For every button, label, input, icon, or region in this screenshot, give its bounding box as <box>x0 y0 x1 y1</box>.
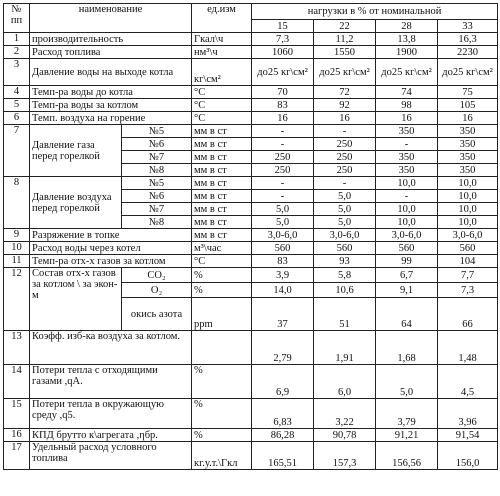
row-value: 9,1 <box>376 283 438 298</box>
row-value: 64 <box>376 298 438 331</box>
row-value: 3,79 <box>376 399 438 429</box>
row-number: 13 <box>4 331 30 365</box>
row-value: 10,0 <box>376 203 438 216</box>
row-value: - <box>314 125 376 138</box>
burner-label: №5 <box>122 125 192 138</box>
row-unit: мм в ст <box>192 229 252 242</box>
row-value: 165,51 <box>252 442 314 470</box>
row-value: 10,6 <box>314 283 376 298</box>
row-unit <box>192 331 252 365</box>
row-name: производительность <box>30 33 192 46</box>
row-value: 3,0-6,0 <box>314 229 376 242</box>
row-name: Потери тепла с отходящими газами ,qA. <box>30 365 192 399</box>
row-value: 91,54 <box>438 429 498 442</box>
row-value: 350 <box>376 125 438 138</box>
row-value: 6,7 <box>376 268 438 283</box>
table-row <box>4 46 498 59</box>
row-value: 2230 <box>438 46 498 59</box>
row-number: 7 <box>4 125 30 177</box>
row-value: 6,0 <box>314 365 376 399</box>
row-number: 2 <box>4 46 30 59</box>
row-value: 157,3 <box>314 442 376 470</box>
row-unit: % <box>192 283 252 298</box>
row-value: 1060 <box>252 46 314 59</box>
row-value: 66 <box>438 298 498 331</box>
row-value: до25 кг\см² <box>252 59 314 86</box>
row-name: Темп. воздуха на горение <box>30 112 192 125</box>
row-number: 1 <box>4 33 30 46</box>
table-row <box>4 399 498 429</box>
row-value: 16 <box>438 112 498 125</box>
burner-label: №7 <box>122 151 192 164</box>
row-value: 1,91 <box>314 331 376 365</box>
row-value: 250 <box>252 164 314 177</box>
row-name: Темп-ра отх-х газов за котлом <box>30 255 192 268</box>
row-value: 250 <box>314 138 376 151</box>
row-value: 83 <box>252 255 314 268</box>
row-value: 105 <box>438 99 498 112</box>
table-row <box>4 331 498 365</box>
row-unit: мм в ст <box>192 138 252 151</box>
row-value: - <box>376 190 438 203</box>
row-value: 75 <box>438 86 498 99</box>
row-unit: ppm <box>192 298 252 331</box>
row-number: 16 <box>4 429 30 442</box>
burner-label: №6 <box>122 190 192 203</box>
row-value: 16,3 <box>438 33 498 46</box>
row-value: 16 <box>252 112 314 125</box>
row-value: 3,22 <box>314 399 376 429</box>
row-value: 5,0 <box>314 216 376 229</box>
row-value: 74 <box>376 86 438 99</box>
row-value: до25 кг\см² <box>376 59 438 86</box>
row-value: 10,0 <box>438 216 498 229</box>
table-row <box>4 442 498 470</box>
row-value: 1,68 <box>376 331 438 365</box>
header-load: нагрузки в % от номинальной <box>252 4 498 20</box>
row-value: 350 <box>376 164 438 177</box>
row-unit: °С <box>192 86 252 99</box>
row-value: 91,21 <box>376 429 438 442</box>
row-value: 2,79 <box>252 331 314 365</box>
burner-label: №7 <box>122 203 192 216</box>
row-unit: % <box>192 429 252 442</box>
row-value: 156,56 <box>376 442 438 470</box>
row-value: 6,83 <box>252 399 314 429</box>
row-value: 1900 <box>376 46 438 59</box>
row-value: 10,0 <box>376 216 438 229</box>
row-value: - <box>314 177 376 190</box>
row-number: 8 <box>4 177 30 229</box>
row-name: Удельный расход условного топлива <box>30 442 192 470</box>
row-unit: мм в ст <box>192 216 252 229</box>
header-load-value: 28 <box>376 20 438 33</box>
row-unit: °С <box>192 99 252 112</box>
row-value: 5,0 <box>376 365 438 399</box>
row-value: 350 <box>438 151 498 164</box>
row-value: 11,2 <box>314 33 376 46</box>
row-value: 16 <box>314 112 376 125</box>
row-value: 250 <box>252 151 314 164</box>
row-unit: кг\см² <box>192 59 252 86</box>
row-value: 10,0 <box>438 177 498 190</box>
row-value: 5,0 <box>314 203 376 216</box>
row-number: 5 <box>4 99 30 112</box>
component-label: O₂ <box>122 283 192 298</box>
header-load-value: 33 <box>438 20 498 33</box>
row-value: 250 <box>314 164 376 177</box>
row-value: 350 <box>438 138 498 151</box>
header-unit: ед.изм <box>192 4 252 33</box>
row-value: 1,48 <box>438 331 498 365</box>
row-number: 14 <box>4 365 30 399</box>
row-name: Расход воды через котел <box>30 242 192 255</box>
row-value: 350 <box>438 125 498 138</box>
table-row <box>4 429 498 442</box>
row-value: 560 <box>314 242 376 255</box>
row-number: 3 <box>4 59 30 86</box>
row-number: 17 <box>4 442 30 470</box>
row-value: - <box>252 138 314 151</box>
row-value: 10,0 <box>438 190 498 203</box>
row-value: 1550 <box>314 46 376 59</box>
row-number: 6 <box>4 112 30 125</box>
row-number: 10 <box>4 242 30 255</box>
row-name: Темп-ра воды до котла <box>30 86 192 99</box>
row-value: 250 <box>314 151 376 164</box>
row-value: 10,0 <box>438 203 498 216</box>
table-row <box>4 99 498 112</box>
row-unit: мм в ст <box>192 190 252 203</box>
row-value: 156,0 <box>438 442 498 470</box>
row-value: 5,8 <box>314 268 376 283</box>
burner-label: №8 <box>122 164 192 177</box>
row-value: 99 <box>376 255 438 268</box>
row-value: 560 <box>376 242 438 255</box>
row-name: Потери тепла в окружающую среду ,q5. <box>30 399 192 429</box>
row-value: 7,3 <box>438 283 498 298</box>
row-number: 15 <box>4 399 30 429</box>
header-load-value: 15 <box>252 20 314 33</box>
header-name: наименование <box>30 4 192 33</box>
row-value: 5,0 <box>252 216 314 229</box>
row-name: Состав отх-х газов за котлом \ за экон-м <box>30 268 122 331</box>
row-value: 10,0 <box>376 177 438 190</box>
row-unit: нм³\ч <box>192 46 252 59</box>
component-label: окись азота <box>122 298 192 331</box>
row-value: 7,3 <box>252 33 314 46</box>
row-number: 9 <box>4 229 30 242</box>
row-unit: °С <box>192 112 252 125</box>
row-unit: м³\час <box>192 242 252 255</box>
row-value: 560 <box>252 242 314 255</box>
row-value: 70 <box>252 86 314 99</box>
table-row <box>4 86 498 99</box>
row-number: 12 <box>4 268 30 331</box>
row-value: 16 <box>376 112 438 125</box>
row-unit: мм в ст <box>192 203 252 216</box>
row-name: Темп-ра воды за котлом <box>30 99 192 112</box>
row-number: 11 <box>4 255 30 268</box>
row-name: КПД брутто к\агрегата ,ηбр. <box>30 429 192 442</box>
row-value: - <box>252 125 314 138</box>
row-value: 7,7 <box>438 268 498 283</box>
row-value: до25 кг\см² <box>314 59 376 86</box>
table-row <box>4 255 498 268</box>
row-value: 3,9 <box>252 268 314 283</box>
table-row <box>4 365 498 399</box>
row-value: до25 кг\см² <box>438 59 498 86</box>
row-value: 72 <box>314 86 376 99</box>
table-row <box>4 268 498 283</box>
row-value: 3,0-6,0 <box>376 229 438 242</box>
row-name: Разряжение в топке <box>30 229 192 242</box>
row-name: Расход топлива <box>30 46 192 59</box>
row-name: Давление воды на выходе котла <box>30 59 192 86</box>
row-unit: % <box>192 365 252 399</box>
row-value: 3,96 <box>438 399 498 429</box>
row-value: 37 <box>252 298 314 331</box>
row-value: 86,28 <box>252 429 314 442</box>
row-value: 90,78 <box>314 429 376 442</box>
row-value: - <box>376 138 438 151</box>
row-value: 93 <box>314 255 376 268</box>
row-value: 3,0-6,0 <box>252 229 314 242</box>
row-name: Давление воздуха перед горелкой <box>30 177 122 229</box>
row-value: 51 <box>314 298 376 331</box>
row-value: 4,5 <box>438 365 498 399</box>
row-value: - <box>252 177 314 190</box>
row-value: - <box>252 190 314 203</box>
row-value: 5,0 <box>314 190 376 203</box>
row-unit: мм в ст <box>192 151 252 164</box>
row-value: 14,0 <box>252 283 314 298</box>
row-unit: кг.у.т.\Гкл <box>192 442 252 470</box>
row-unit: °С <box>192 255 252 268</box>
row-value: 98 <box>376 99 438 112</box>
header-load-value: 22 <box>314 20 376 33</box>
row-unit: % <box>192 399 252 429</box>
row-value: 83 <box>252 99 314 112</box>
row-value: 92 <box>314 99 376 112</box>
row-value: 3,0-6,0 <box>438 229 498 242</box>
burner-label: №6 <box>122 138 192 151</box>
table-row <box>4 242 498 255</box>
row-value: 350 <box>376 151 438 164</box>
row-unit: Гкал\ч <box>192 33 252 46</box>
row-unit: мм в ст <box>192 164 252 177</box>
row-name: Давление газа перед горелкой <box>30 125 122 177</box>
row-unit: мм в ст <box>192 125 252 138</box>
row-unit: % <box>192 268 252 283</box>
component-label: CO₂ <box>122 268 192 283</box>
row-value: 13,8 <box>376 33 438 46</box>
row-unit: мм в ст <box>192 177 252 190</box>
table-row <box>4 229 498 242</box>
table-row <box>4 125 498 138</box>
burner-label: №5 <box>122 177 192 190</box>
row-value: 104 <box>438 255 498 268</box>
burner-label: №8 <box>122 216 192 229</box>
row-value: 560 <box>438 242 498 255</box>
row-number: 4 <box>4 86 30 99</box>
row-name: Коэфф. изб-ка воздуха за котлом. <box>30 331 192 365</box>
row-value: 350 <box>438 164 498 177</box>
row-value: 6,9 <box>252 365 314 399</box>
table-row <box>4 112 498 125</box>
table-row <box>4 177 498 190</box>
row-value: 5,0 <box>252 203 314 216</box>
boiler-regime-table <box>3 3 498 470</box>
header-number: № пп <box>4 4 30 33</box>
table-row <box>4 33 498 46</box>
table-row <box>4 59 498 86</box>
